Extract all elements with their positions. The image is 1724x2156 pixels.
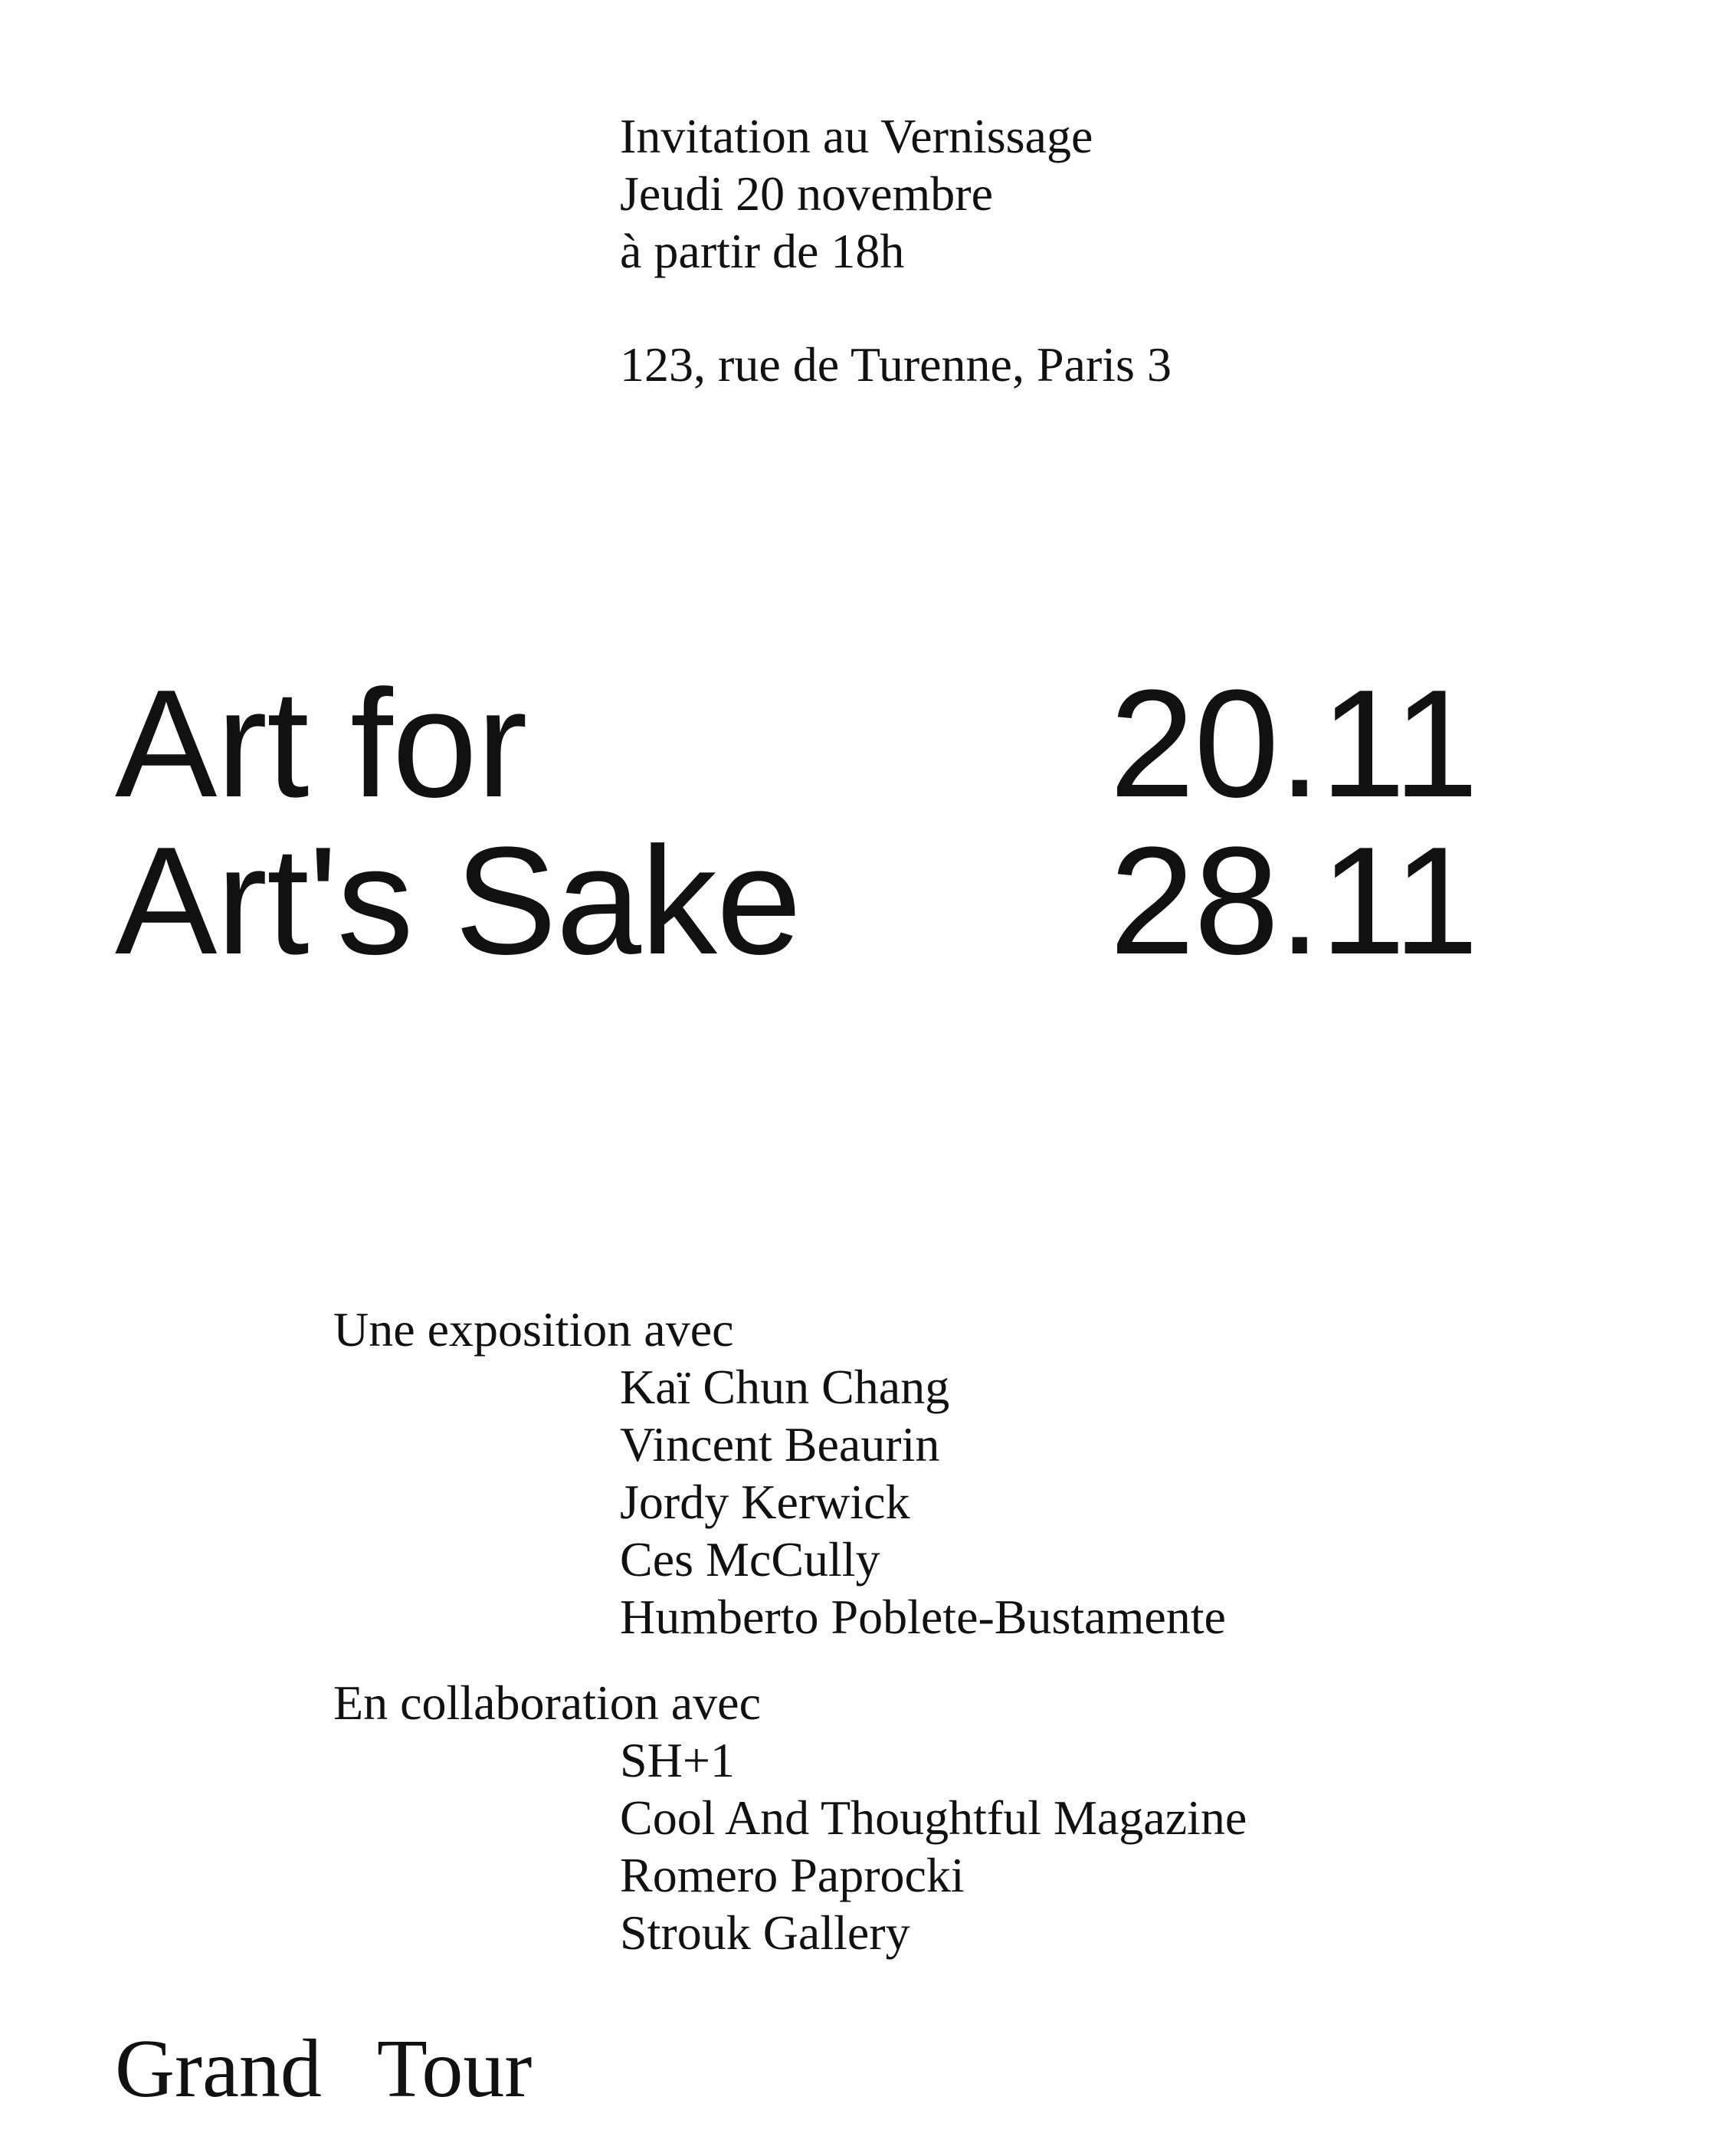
exhibition-dates: [1109, 658, 1478, 986]
address-line: 123, rue de Turenne, Paris 3: [620, 337, 1172, 392]
invitation-time: à partir de 18h: [620, 224, 905, 278]
title-line-1: Art for: [115, 658, 527, 829]
collaboration-heading: [333, 1674, 761, 1731]
brand-wordmark: [115, 2023, 532, 2115]
start-date: 20.11: [1109, 658, 1478, 829]
artist-name: Ces McCully: [620, 1532, 880, 1587]
invitation-details: [620, 107, 1093, 280]
artist-name: Humberto Poblete-Bustamente: [620, 1590, 1226, 1644]
address: [620, 336, 1172, 393]
brand-word-tour: Tour: [376, 2023, 533, 2115]
invitation-date: Jeudi 20 novembre: [620, 166, 993, 221]
artist-name: Jordy Kerwick: [620, 1475, 910, 1529]
end-date: 28.11: [1109, 815, 1478, 986]
title-line-2: Art's Sake: [115, 815, 801, 986]
partner-list: [620, 1731, 1247, 1961]
artist-name: Kaï Chun Chang: [620, 1360, 950, 1414]
partner-name: Romero Paprocki: [620, 1848, 965, 1902]
partner-name: Cool And Thoughtful Magazine: [620, 1790, 1247, 1845]
invitation-line: Invitation au Vernissage: [620, 109, 1093, 163]
exhibition-heading: [333, 1301, 734, 1358]
partner-name: SH+1: [620, 1733, 735, 1787]
exhibition-title: [115, 658, 801, 986]
artist-name: Vincent Beaurin: [620, 1417, 940, 1472]
collaboration-heading-text: En collaboration avec: [333, 1675, 761, 1730]
brand-word-grand: Grand: [115, 2023, 322, 2115]
exhibition-heading-text: Une exposition avec: [333, 1302, 734, 1357]
artist-list: [620, 1358, 1226, 1646]
partner-name: Strouk Gallery: [620, 1905, 910, 1960]
